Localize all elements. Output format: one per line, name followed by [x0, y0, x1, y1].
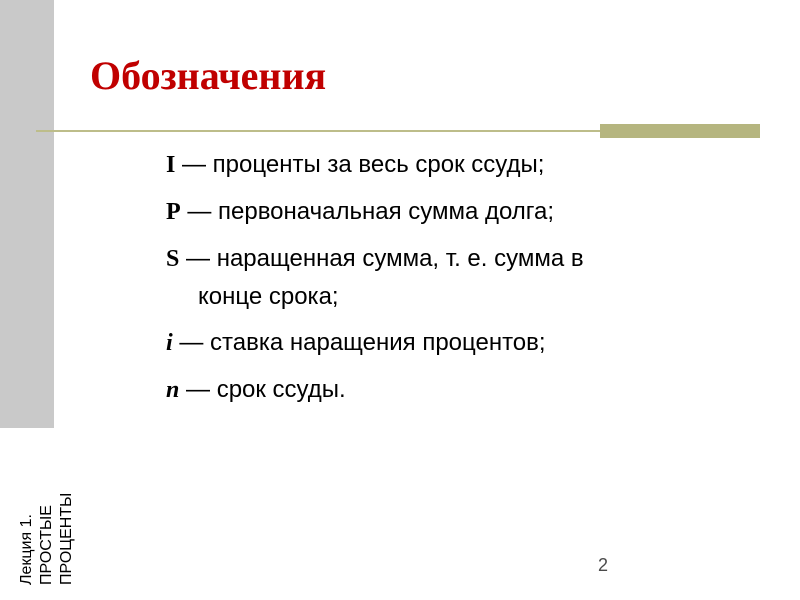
notation-item-i — [166, 324, 766, 362]
notation-text: — проценты за весь срок ссуды; — [175, 151, 545, 178]
notation-text-continuation: конце срока; — [198, 283, 339, 310]
notation-symbol: P — [166, 199, 181, 225]
title-divider-line — [36, 130, 600, 132]
notation-text: — срок ссуды. — [179, 376, 346, 403]
footer-line: ПРОСТЫЕ — [38, 505, 55, 585]
footer-line: Лекция 1. — [18, 514, 35, 585]
notation-text: — наращенная сумма, т. е. сумма в — [179, 245, 584, 272]
vertical-footer — [17, 455, 83, 585]
slide-title: Обозначения — [90, 53, 327, 98]
notation-list — [166, 146, 766, 418]
title-divider-block — [600, 124, 760, 138]
page-number: 2 — [598, 555, 609, 575]
notation-symbol: n — [166, 377, 180, 403]
left-accent-bar — [0, 0, 54, 428]
notation-item-I — [166, 146, 766, 184]
footer-line: ПРОЦЕНТЫ — [58, 492, 75, 585]
notation-symbol: S — [166, 246, 180, 272]
notation-text: — ставка наращения процентов; — [172, 329, 546, 356]
notation-symbol: I — [166, 152, 176, 178]
notation-item-S — [166, 240, 766, 315]
notation-item-n — [166, 371, 766, 409]
notation-item-P — [166, 193, 766, 231]
notation-text: — первоначальная сумма долга; — [180, 198, 555, 225]
notation-symbol: i — [166, 330, 173, 356]
